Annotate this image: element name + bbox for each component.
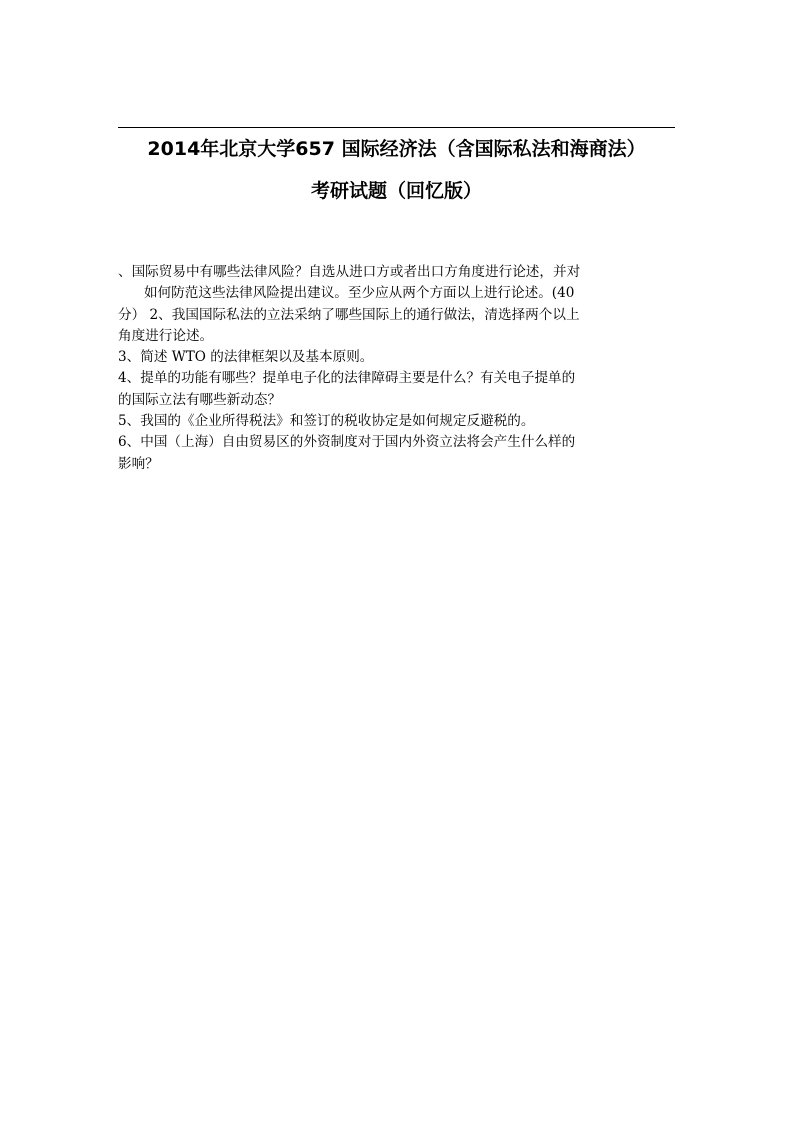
question-line: 5、我国的《企业所得税法》和签订的税收协定是如何规定反避税的。 [118,413,535,430]
question-line: 角度进行论述。 [118,327,214,344]
question-line: 分） 2、我国国际私法的立法采纳了哪些国际上的通行做法，清选择两个以上 [118,306,580,323]
document-title: 2014年北京大学657 国际经济法（含国际私法和海商法） [147,138,646,160]
document-subtitle: 考研试题（回忆版） [310,180,482,202]
question-line: 如何防范这些法律风险提出建议。至少应从两个方面以上进行论述。(40 [144,285,575,302]
question-line: 6、中国（上海）自由贸易区的外资制度对于国内外资立法将会产生什么样的 [118,434,576,451]
question-line: 、国际贸易中有哪些法律风险？自选从进口方或者出口方角度进行论述，并对 [118,264,581,280]
question-line: 3、简述 WTO 的法律框架以及基本原则。 [118,349,374,366]
question-line: 的国际立法有哪些新动态？ [118,391,282,408]
question-line: 影响？ [118,455,159,472]
question-list [118,262,674,475]
header-rule [118,127,675,128]
question-line: 4、提单的功能有哪些？提单电子化的法律障碍主要是什么？有关电子提单的 [118,370,576,387]
